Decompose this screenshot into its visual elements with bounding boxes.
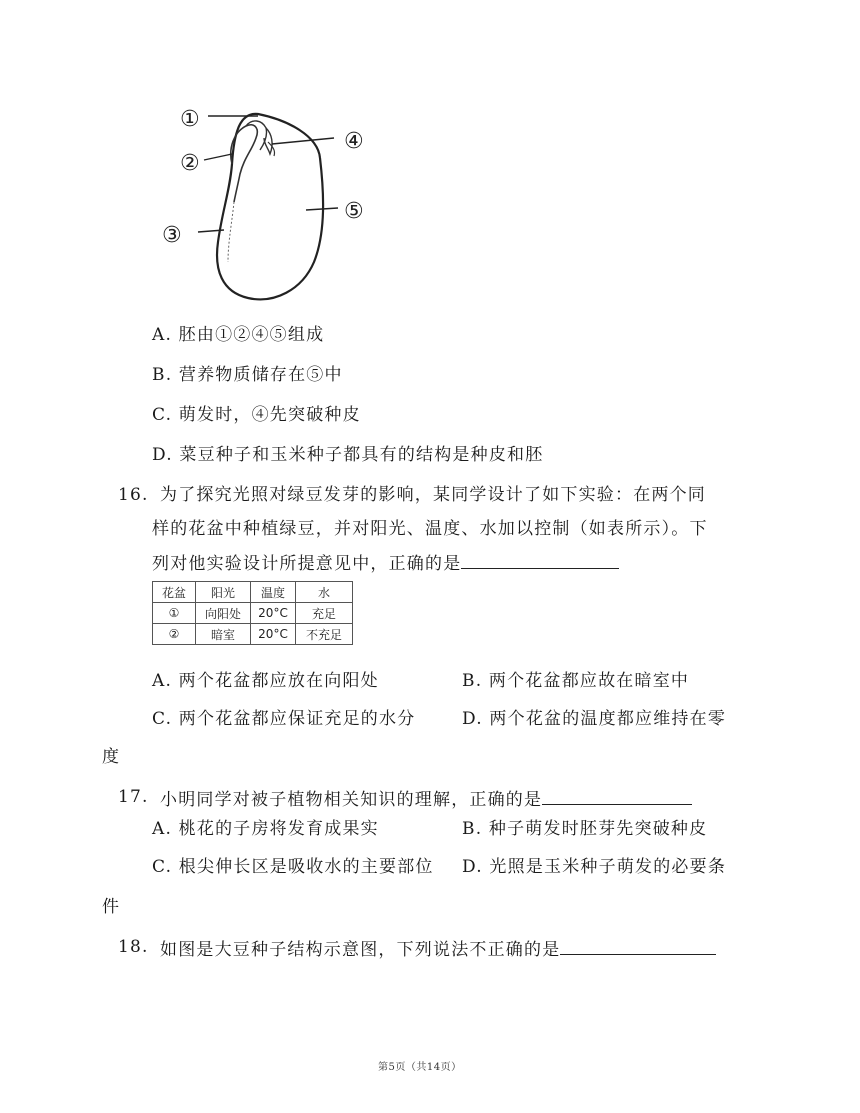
q17-option-b: B. 种子萌发时胚芽先突破种皮 (462, 819, 708, 839)
q16-stem-line3 (152, 550, 619, 575)
q16-stem-line3-text: 列对他实验设计所提意见中，正确的是 (152, 554, 462, 574)
q15-option-c: C. 萌发时，④先突破种皮 (152, 405, 361, 425)
table-row (153, 603, 353, 624)
table-cell: ② (153, 624, 196, 645)
q16-experiment-table (152, 581, 353, 645)
q16-option-d: D. 两个花盆的温度都应维持在零 (462, 709, 727, 729)
table-cell: 充足 (296, 603, 353, 624)
q17-stem-text: 小明同学对被子植物相关知识的理解，正确的是 (160, 790, 543, 810)
q16-answer-blank (461, 550, 619, 569)
q16-number: 16. (118, 485, 149, 505)
q17-stem (160, 786, 692, 811)
figure-label-4: ④ (344, 129, 364, 154)
q16-stem-line2: 样的花盆中种植绿豆，并对阳光、温度、水加以控制（如表所示）。下 (152, 519, 708, 539)
q16-option-c: C. 两个花盆都应保证充足的水分 (152, 709, 416, 729)
figure-label-1: ① (180, 107, 200, 132)
q15-option-b: B. 营养物质储存在⑤中 (152, 365, 343, 385)
table-cell: 不充足 (296, 624, 353, 645)
page-footer: 第5页（共14页） (378, 1062, 462, 1073)
q18-number: 18. (118, 937, 149, 957)
q18-answer-blank (560, 936, 716, 955)
q17-number: 17. (118, 787, 149, 807)
q16-option-a: A. 两个花盆都应放在向阳处 (152, 671, 379, 691)
bean-seed-diagram (148, 92, 388, 314)
table-cell: 向阳处 (196, 603, 251, 624)
q18-stem (160, 936, 716, 961)
q17-answer-blank (542, 786, 692, 805)
table-cell: ① (153, 603, 196, 624)
q15-option-a: A. 胚由①②④⑤组成 (152, 325, 325, 345)
q17-option-a: A. 桃花的子房将发育成果实 (152, 819, 379, 839)
figure-label-5: ⑤ (344, 199, 364, 224)
q17-option-d: D. 光照是玉米种子萌发的必要条 (462, 857, 727, 877)
seed-structure-figure (148, 92, 388, 314)
table-header-cell: 阳光 (196, 582, 251, 603)
figure-label-2: ② (180, 151, 200, 176)
table-cell: 20°C (251, 603, 296, 624)
figure-label-3: ③ (162, 223, 182, 248)
table-header-row (153, 582, 353, 603)
q18-stem-text: 如图是大豆种子结构示意图，下列说法不正确的是 (160, 940, 561, 960)
q17-option-d-wrap: 件 (102, 897, 121, 917)
table-cell: 20°C (251, 624, 296, 645)
table-header-cell: 花盆 (153, 582, 196, 603)
q16-option-d-wrap: 度 (102, 747, 121, 767)
q15-option-d: D. 菜豆种子和玉米种子都具有的结构是种皮和胚 (152, 445, 544, 465)
table-header-cell: 水 (296, 582, 353, 603)
table-cell: 暗室 (196, 624, 251, 645)
q16-stem-line1: 为了探究光照对绿豆发芽的影响，某同学设计了如下实验：在两个同 (160, 485, 706, 505)
q16-option-b: B. 两个花盆都应故在暗室中 (462, 671, 690, 691)
table-row (153, 624, 353, 645)
table-header-cell: 温度 (251, 582, 296, 603)
q17-option-c: C. 根尖伸长区是吸收水的主要部位 (152, 857, 434, 877)
